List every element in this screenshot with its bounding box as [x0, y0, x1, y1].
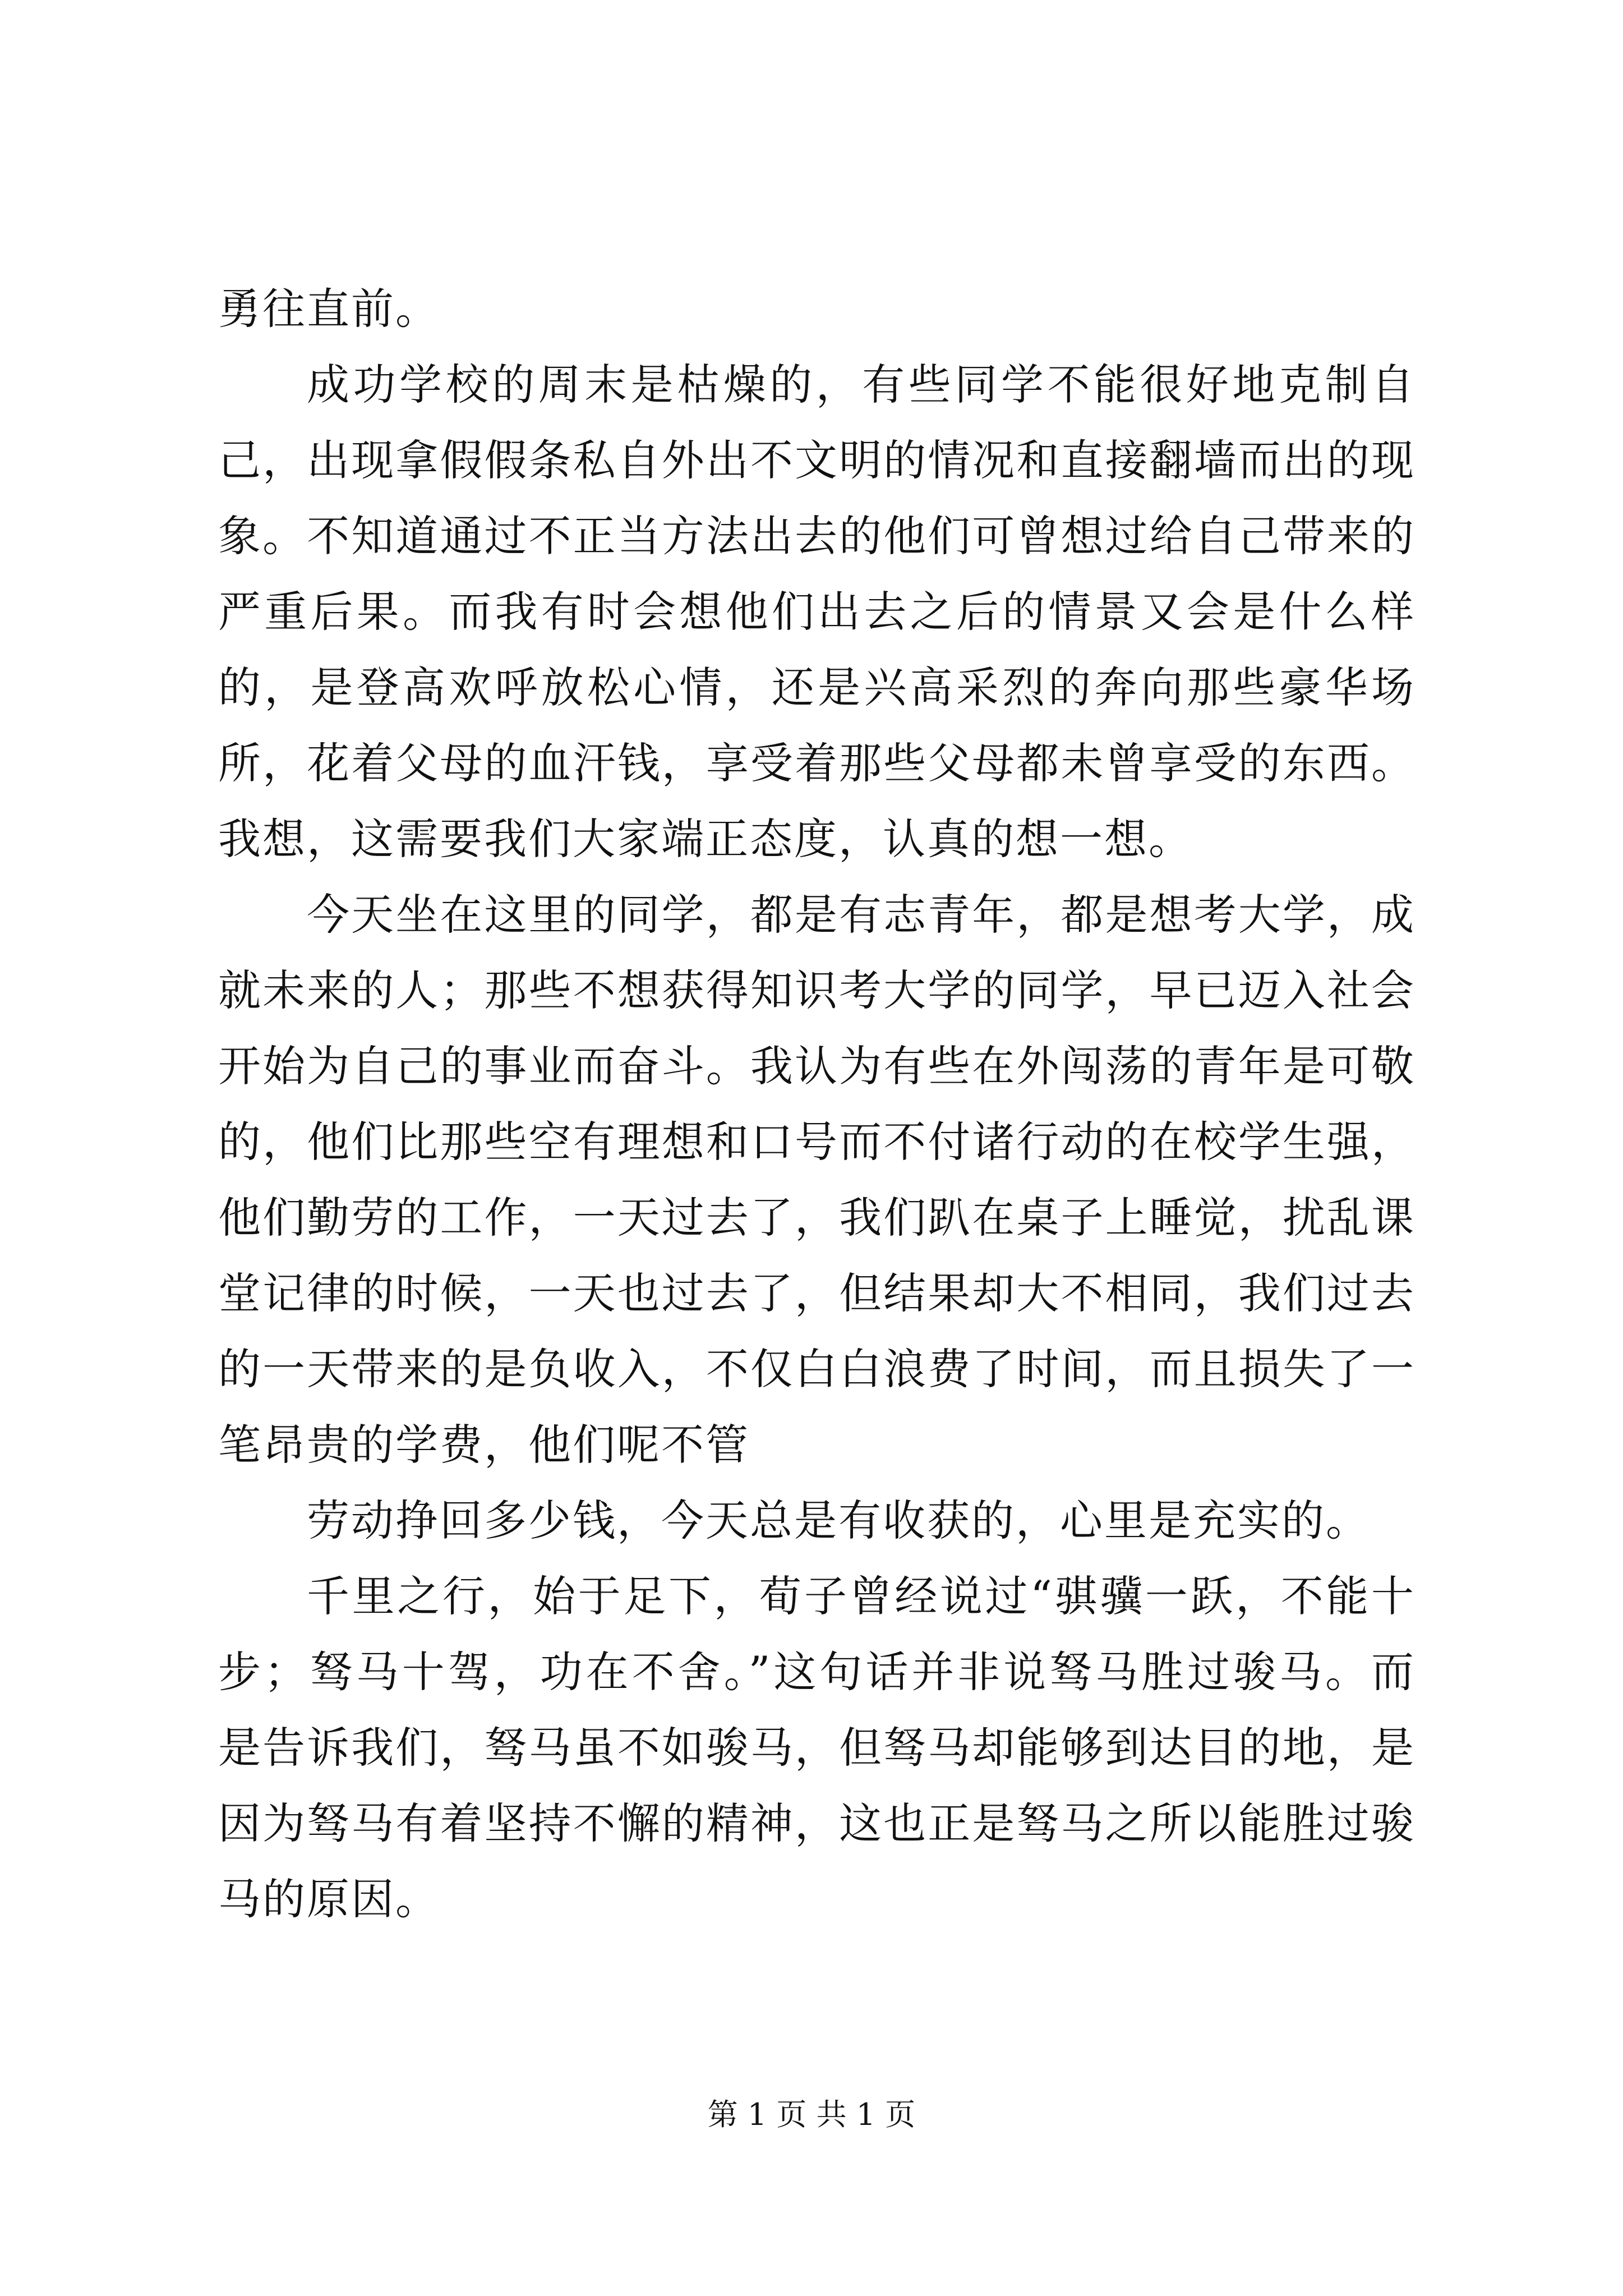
- paragraph-5: 千里之行，始于足下，荀子曾经说过“骐骥一跃，不能十步；驽马十驾，功在不舍。”这句话并非说驽马胜过骏马。而是告诉我们，驽马虽不如骏马，但驽马却能够到达目的地，是因为驽马有着坚持不懈的精神，这也正是驽马之所以能胜过骏马的原因。: [218, 1571, 1415, 1924]
- page-number-footer: 第 1 页 共 1 页: [707, 2097, 916, 2132]
- document-body: [218, 271, 1415, 1937]
- paragraph-2: 成功学校的周末是枯燥的，有些同学不能很好地克制自己，出现拿假假条私自外出不文明的情况和直接翻墙而出的现象。不知道通过不正当方法出去的他们可曾想过给自己带来的严重后果。而我有时会想他们出去之后的情景又会是什么样的，是登高欢呼放松心情，还是兴高采烈的奔向那些豪华场所，花着父母的血汗钱，享受着那些父母都未曾享受的东西。我想，这需要我们大家端正态度，认真的想一想。: [218, 360, 1415, 864]
- paragraph-4: 劳动挣回多少钱，今天总是有收获的，心里是充实的。: [307, 1496, 1370, 1545]
- paragraph-3: 今天坐在这里的同学，都是有志青年，都是想考大学，成就未来的人；那些不想获得知识考大学的同学，早已迈入社会开始为自己的事业而奋斗。我认为有些在外闯荡的青年是可敬的，他们比那些空有理想和口号而不付诸行动的在校学生强，他们勤劳的工作，一天过去了，我们趴在桌子上睡觉，扰乱课堂记律的时候，一天也过去了，但结果却大不相同，我们过去的一天带来的是负收入，不仅白白浪费了时间，而且损失了一笔昂贵的学费，他们呢不管: [218, 890, 1415, 1470]
- paragraph-1: 勇往直前。: [218, 284, 440, 334]
